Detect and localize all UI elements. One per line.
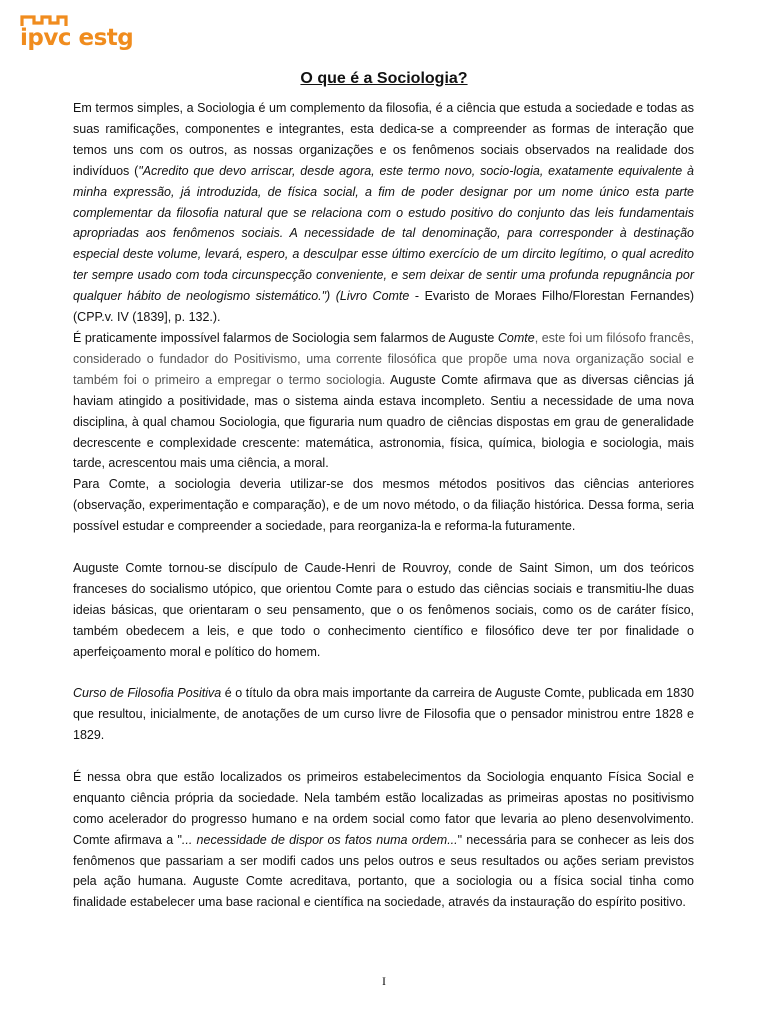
document-body <box>73 98 694 913</box>
comte-order-quote: ... necessidade de dispor os fatos numa ordem... <box>181 832 458 847</box>
p2-comte-description: , este foi um filósofo francês, considerado o fundador do Positivismo, uma corrente filosófica que propõe uma nova organização social e também foi o primeiro a empregar o termo sociologia. <box>73 330 695 387</box>
paragraph-curso <box>73 683 694 746</box>
p1-intro: Em termos simples, a Sociologia é um complemento da filosofia, é a ciência que estuda a sociedade e todas as suas ramificações, componentes e integrantes, esta dedica-se a compreender as formas de interação que temos uns com os outros, as nossas organizações e os fenômenos sociais observados na realidade dos indivíduos ( <box>73 101 694 178</box>
page-title: O que é a Sociologia? <box>300 70 468 87</box>
paragraph-method: Para Comte, a sociologia deveria utilizar-se dos mesmos métodos positivos das ciências anteriores (observação, experimentação e comparação), e de um novo método, o da filiação histórica. Dessa forma, seria possível estudar e compreender a sociedade, para reorganiza-la e reforma-la futuramente. <box>73 477 694 534</box>
p2-rest: Auguste Comte afirmava que as diversas ciências já haviam atingido a positividade, mas o sistema ainda estava incompleto. Sentiu a necessidade de uma nova disciplina, à qual chamou Sociologia, que figuraria num quadro de ciências dispostas em grau de generalidade decrescente e complexidade crescente: matemática, astronomia, física, química, biologia e sociologia, mais tarde, acrescentou mais uma ciência, a moral. <box>73 372 695 471</box>
paragraph-saint-simon: Auguste Comte tornou-se discípulo de Caude-Henri de Rouvroy, conde de Saint Simon, um dos teóricos franceses do socialismo utópico, que orientou Comte para o estudo das ciências sociais e transmitiu-lhe duas ideias básicas, que orientaram o seu pensamento, que o os fenômenos sociais, como os de caráter físico, também obedecem a leis, e que todo o conhecimento científico e filosófico deve ter por finalidade o aperfeiçoamento moral e político do homem. <box>73 560 694 659</box>
comte-name: Comte <box>497 330 535 345</box>
ipvc-estg-logo <box>20 14 134 54</box>
page-number: I <box>382 974 386 988</box>
paragraph-fisica-social <box>73 767 694 913</box>
p5-rest: é o título da obra mais importante da carreira de Auguste Comte, publicada em 1830 que resultou, inicialmente, de anotações de um curso livre de Filosofia que o pensador ministrou entre 1828 e 1829. <box>73 686 694 743</box>
source-title: (Livro Comte <box>335 289 410 304</box>
book-title: Curso de Filosofia Positiva <box>73 686 222 701</box>
paragraph-comte <box>73 328 694 474</box>
logo-wordmark: ipvc estg <box>20 25 134 51</box>
paragraph-definition <box>73 98 694 328</box>
p6-rest: " necessária para se conhecer as leis dos fenômenos que passariam a ser modifi cados uns pelos outros e seus resultados ou ações seriam previstos pela ação humana. Auguste Comte acreditava, portanto, que a sociologia ou a física social tinha como finalidade estabelecer uma base racional e científica na sociedade, através da instauração do espírito positivo. <box>73 832 694 910</box>
comte-quote: "Acredito que devo arriscar, desde agora, este termo novo, socio-logia, exatamente equivalente à minha expressão, já introduzida, de física social, a fim de poder designar por um nome único esta parte complementar da filosofia natural que se relaciona com o estudo positivo do conjunto das leis fundamentais apropriadas aos fenômenos sociais. A necessidade de tal denominação, para corresponder à destinação especial deste volume, levará, espero, a desculpar esse último exercício de um dircito legítimo, o qual acredito ter sempre usado com toda circunspecção conveniente, e sem deixar de sentir uma profunda repugnância por qualquer hábito de neologismo sistemático.") <box>73 163 694 304</box>
source-citation: - Evaristo de Moraes Filho/Florestan Fernandes) (CPP.v. IV (1839], p. 132.). <box>73 289 695 325</box>
p6-start: É nessa obra que estão localizados os primeiros estabelecimentos da Sociologia enquanto Física Social e enquanto ciência própria da sociedade. Nela também estão localizadas as primeiras apostas no positivismo como acelerador do progresso humano e na ordem social como fator que levaria ao pleno desenvolvimento. Comte afirmava a " <box>73 769 694 847</box>
p2-start: É praticamente impossível falarmos de Sociologia sem falarmos de Auguste <box>73 330 498 345</box>
